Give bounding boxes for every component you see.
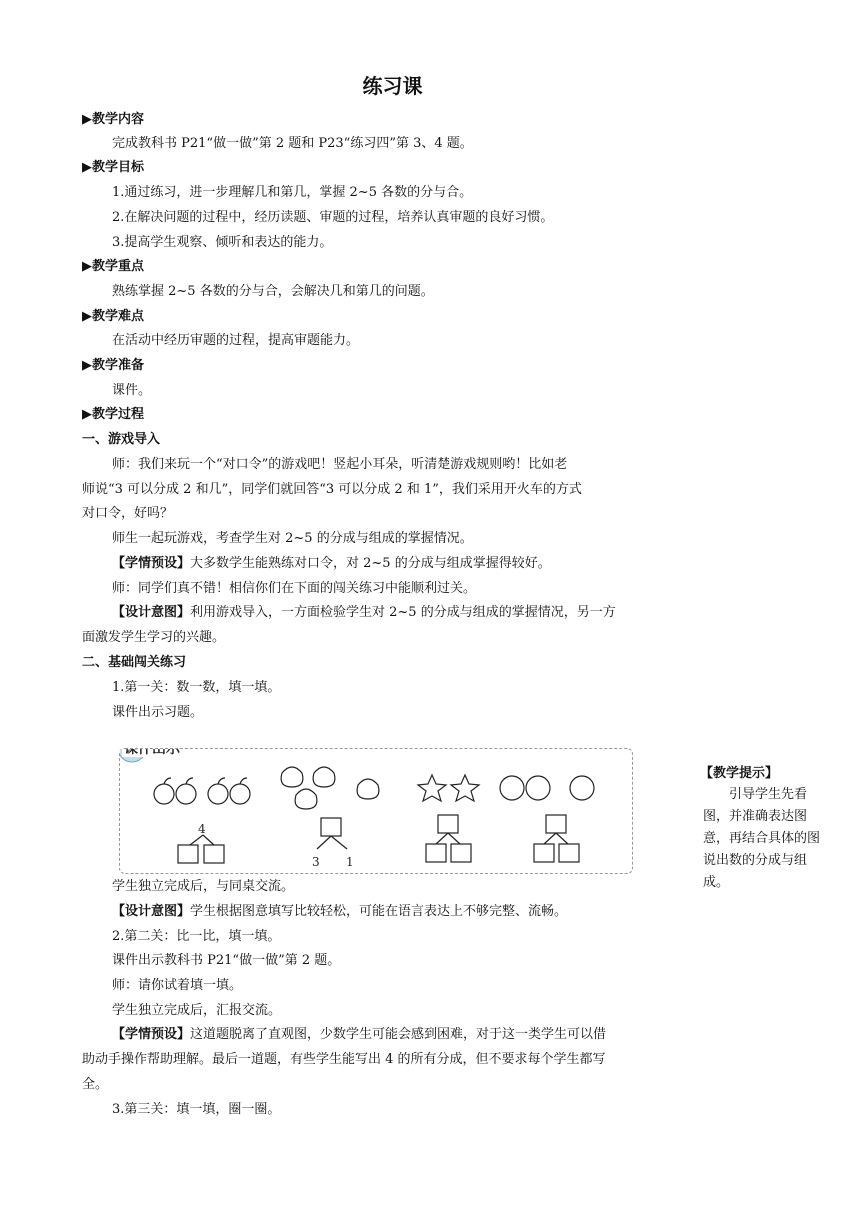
p2-line1: 1.第一关：数一数，填一填。 xyxy=(112,680,281,695)
heading-prep: ▶教学准备 xyxy=(82,358,144,373)
split-diagram-1 xyxy=(178,835,224,863)
exercise-figure xyxy=(119,748,633,874)
p1-line1: 师：我们来玩一个“对口令”的游戏吧！竖起小耳朵，听清楚游戏规则哟！比如老 xyxy=(112,457,568,472)
p2-line8: 学生独立完成后，汇报交流。 xyxy=(112,1003,282,1018)
apples-icon xyxy=(154,778,250,804)
teaching-tip-text xyxy=(703,784,828,894)
heading-difficulty: ▶教学难点 xyxy=(82,309,144,324)
p1-line4: 师生一起玩游戏，考查学生对 2~5 的分成与组成的掌握情况。 xyxy=(112,531,473,546)
stars-icon xyxy=(418,775,479,801)
p1-line7 xyxy=(112,603,692,623)
figure-drawing xyxy=(120,749,632,873)
heading-focus: ▶教学重点 xyxy=(82,259,144,274)
p1-line5 xyxy=(112,554,692,574)
goal-2: 2.在解决问题的过程中，经历读题、审题的过程，培养认真审题的良好习惯。 xyxy=(112,210,554,225)
p2-line11: 全。 xyxy=(82,1077,109,1092)
number-4: 4 xyxy=(198,822,206,836)
p2-line5: 2.第二关：比一比，填一填。 xyxy=(112,929,281,944)
teaching-tip-title: 【教学提示】 xyxy=(700,766,779,781)
p2-line9 xyxy=(112,1025,692,1045)
heading-process: ▶教学过程 xyxy=(82,407,144,422)
prep-text: 课件。 xyxy=(112,383,152,398)
tag-xqys: 【学情预设】 xyxy=(112,556,191,571)
heading-content: ▶教学内容 xyxy=(82,112,144,127)
p2-line4-text: 学生根据图意填写比较轻松，可能在语言表达上不够完整、流畅。 xyxy=(190,904,568,919)
tag-sjyt-2: 【设计意图】 xyxy=(112,904,191,919)
heading-part2: 二、基础闯关练习 xyxy=(82,655,187,670)
p2-line12: 3.第三关：填一填，圈一圈。 xyxy=(112,1102,281,1117)
p2-line3: 学生独立完成后，与同桌交流。 xyxy=(112,879,295,894)
p2-line10: 助动手操作帮助理解。最后一道题，有些学生能写出 4 的所有分成，但不要求每个学生都写 xyxy=(82,1052,606,1067)
content-text: 完成教科书 P21“做一做”第 2 题和 P23“练习四”第 3、4 题。 xyxy=(112,136,473,151)
p1-line8: 面激发学生学习的兴趣。 xyxy=(82,630,226,645)
teaching-tip-body: 引导学生先看图，并准确表达图意，再结合具体的图说出数的分成与组成。 xyxy=(703,787,821,890)
goal-3: 3.提高学生观察、倾听和表达的能力。 xyxy=(112,235,333,250)
courseware-label xyxy=(120,749,198,762)
heading-goals: ▶教学目标 xyxy=(82,160,144,175)
page-title: 练习课 xyxy=(362,74,423,98)
p2-line9-text: 这道题脱离了直观图，少数学生可能会感到困难，对于这一类学生可以借 xyxy=(190,1027,607,1042)
split-diagram-3 xyxy=(426,815,471,862)
split-diagram-4 xyxy=(534,815,579,862)
tag-xqys-2: 【学情预设】 xyxy=(112,1027,191,1042)
figure-label: 课件出示 xyxy=(124,749,180,757)
p2-line4 xyxy=(112,902,692,922)
difficulty-text: 在活动中经历审题的过程，提高审题能力。 xyxy=(112,333,360,348)
p2-line2: 课件出示习题。 xyxy=(112,705,204,720)
split-diagram-2 xyxy=(317,818,347,849)
p1-line7-text: 利用游戏导入，一方面检验学生对 2~5 的分成与组成的掌握情况，另一方 xyxy=(190,605,616,620)
number-1: 1 xyxy=(346,855,354,869)
p2-line7: 师：请你试着填一填。 xyxy=(112,978,243,993)
goal-1: 1.通过练习，进一步理解几和第几，掌握 2~5 各数的分与合。 xyxy=(112,185,473,200)
peaches-icon xyxy=(281,767,379,809)
p1-line2: 师说“3 可以分成 2 和几”，同学们就回答“3 可以分成 2 和 1”，我们采用开火车的方式 xyxy=(82,482,582,497)
p2-line6: 课件出示教科书 P21“做一做”第 2 题。 xyxy=(112,953,341,968)
heading-part1: 一、游戏导入 xyxy=(82,432,161,447)
p1-line6: 师：同学们真不错！相信你们在下面的闯关练习中能顺利过关。 xyxy=(112,581,477,596)
focus-text: 熟练掌握 2~5 各数的分与合，会解决几和第几的问题。 xyxy=(112,284,434,299)
p1-line3: 对口令，好吗？ xyxy=(82,506,174,521)
tag-sjyt: 【设计意图】 xyxy=(112,605,191,620)
circles-icon xyxy=(500,776,594,800)
number-3: 3 xyxy=(312,855,320,869)
p1-line5-text: 大多数学生能熟练对口令，对 2~5 的分成与组成掌握得较好。 xyxy=(190,556,551,571)
